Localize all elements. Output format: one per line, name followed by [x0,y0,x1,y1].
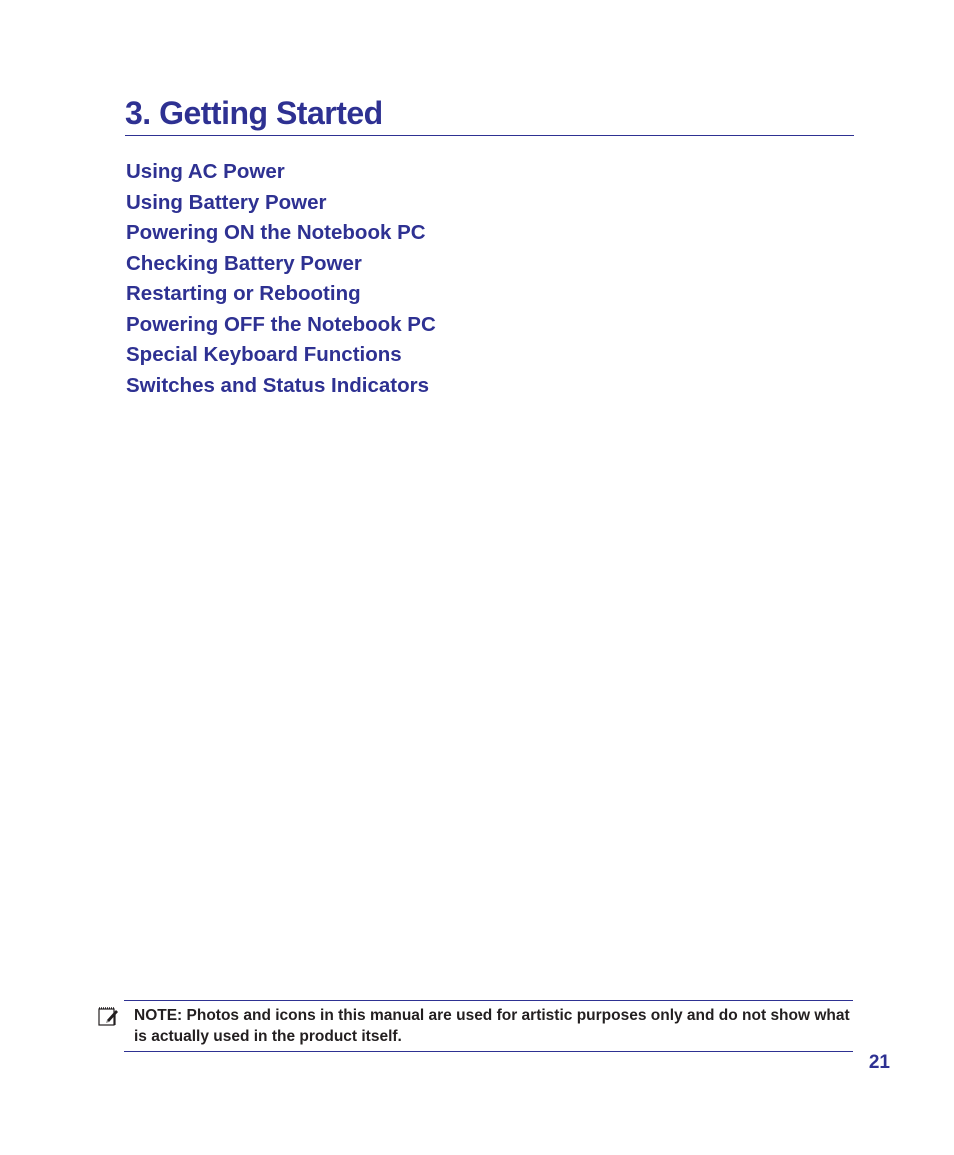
page-number: 21 [868,1052,890,1073]
section-item-powering-off: Powering OFF the Notebook PC [126,312,436,336]
section-item-special-keyboard-functions: Special Keyboard Functions [126,343,402,366]
section-item-using-battery-power: Using Battery Power [126,190,327,214]
note-box [124,1000,853,1052]
chapter-title: 3. Getting Started [125,94,854,136]
section-item-restarting-rebooting: Restarting or Rebooting [126,282,361,305]
section-item-powering-on: Powering ON the Notebook PC [126,221,426,244]
section-item-checking-battery-power: Checking Battery Power [126,251,362,275]
section-item-using-ac-power: Using AC Power [126,160,285,183]
section-list [126,157,436,401]
note-text: NOTE: Photos and icons in this manual are used for artistic purposes only and do not show what is actually used in the product itself. [134,1007,850,1045]
notepad-pencil-icon [97,1005,119,1027]
section-item-switches-status-indicators: Switches and Status Indicators [126,373,430,397]
